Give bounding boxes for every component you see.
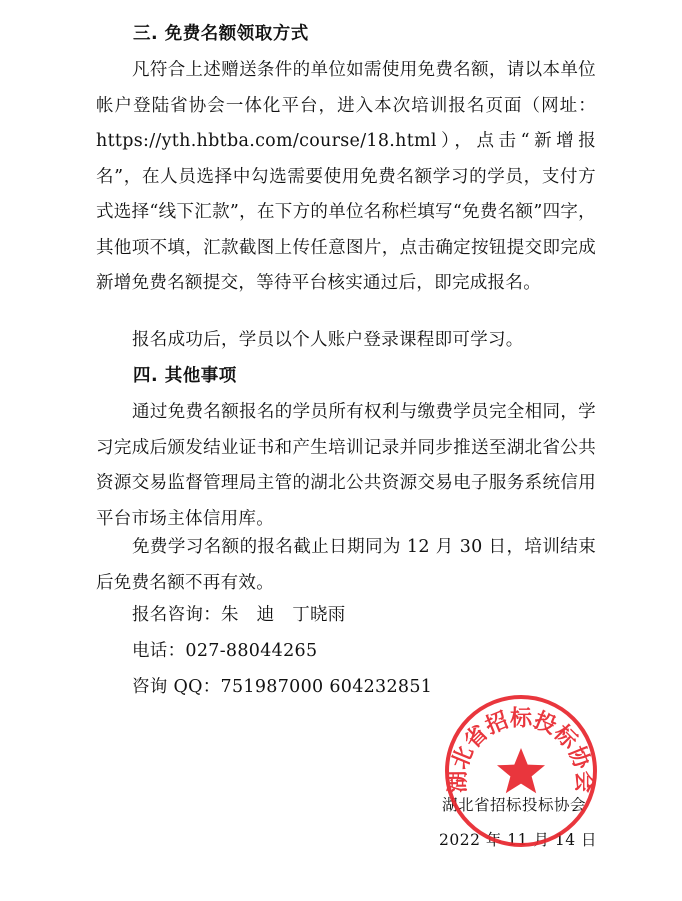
signature-date: 2022 年 11 月 14 日 bbox=[439, 831, 598, 849]
seal-star-icon bbox=[497, 748, 545, 793]
section-3-paragraph-2: 报名成功后，学员以个人账户登录课程即可学习。 bbox=[132, 330, 524, 350]
section-4-paragraph-2: 免费学习名额的报名截止日期同为 12 月 30 日，培训结束后免费名额不再有效。 bbox=[96, 537, 596, 593]
signature-organization: 湖北省招标投标协会 bbox=[442, 796, 587, 814]
official-seal-stamp bbox=[442, 692, 600, 850]
registration-consult-line: 报名咨询：朱 迪 丁晓雨 bbox=[132, 605, 346, 625]
section-4-heading: 四. 其他事项 bbox=[133, 366, 237, 386]
section-3-paragraph-1: 凡符合上述赠送条件的单位如需使用免费名额，请以本单位帐户登陆省协会一体化平台，进入本次培训报名页面（网址：https://yth.hbtba.com/course/18.html），点击“新增报名”，在人员选择中勾选需要使用免费名额学习的学员，支付方式选择“线下汇款”，在下方的单位名称栏填写“免费名额”四字，其他项不填，汇款截图上传任意图片，点击确定按钮提交即完成新增免费名额提交，等待平台核实通过后，即完成报名。 bbox=[96, 60, 596, 293]
section-3-heading: 三. 免费名额领取方式 bbox=[133, 24, 309, 44]
seal-text: 湖北省招标投标协会 bbox=[445, 706, 597, 793]
phone-line: 电话：027-88044265 bbox=[132, 641, 318, 661]
qq-line: 咨询 QQ：751987000 604232851 bbox=[132, 677, 433, 697]
section-4-paragraph-1: 通过免费名额报名的学员所有权利与缴费学员完全相同，学习完成后颁发结业证书和产生培训记录并同步推送至湖北省公共资源交易监督管理局主管的湖北公共资源交易电子服务系统信用平台市场主体信用库。 bbox=[96, 402, 596, 529]
